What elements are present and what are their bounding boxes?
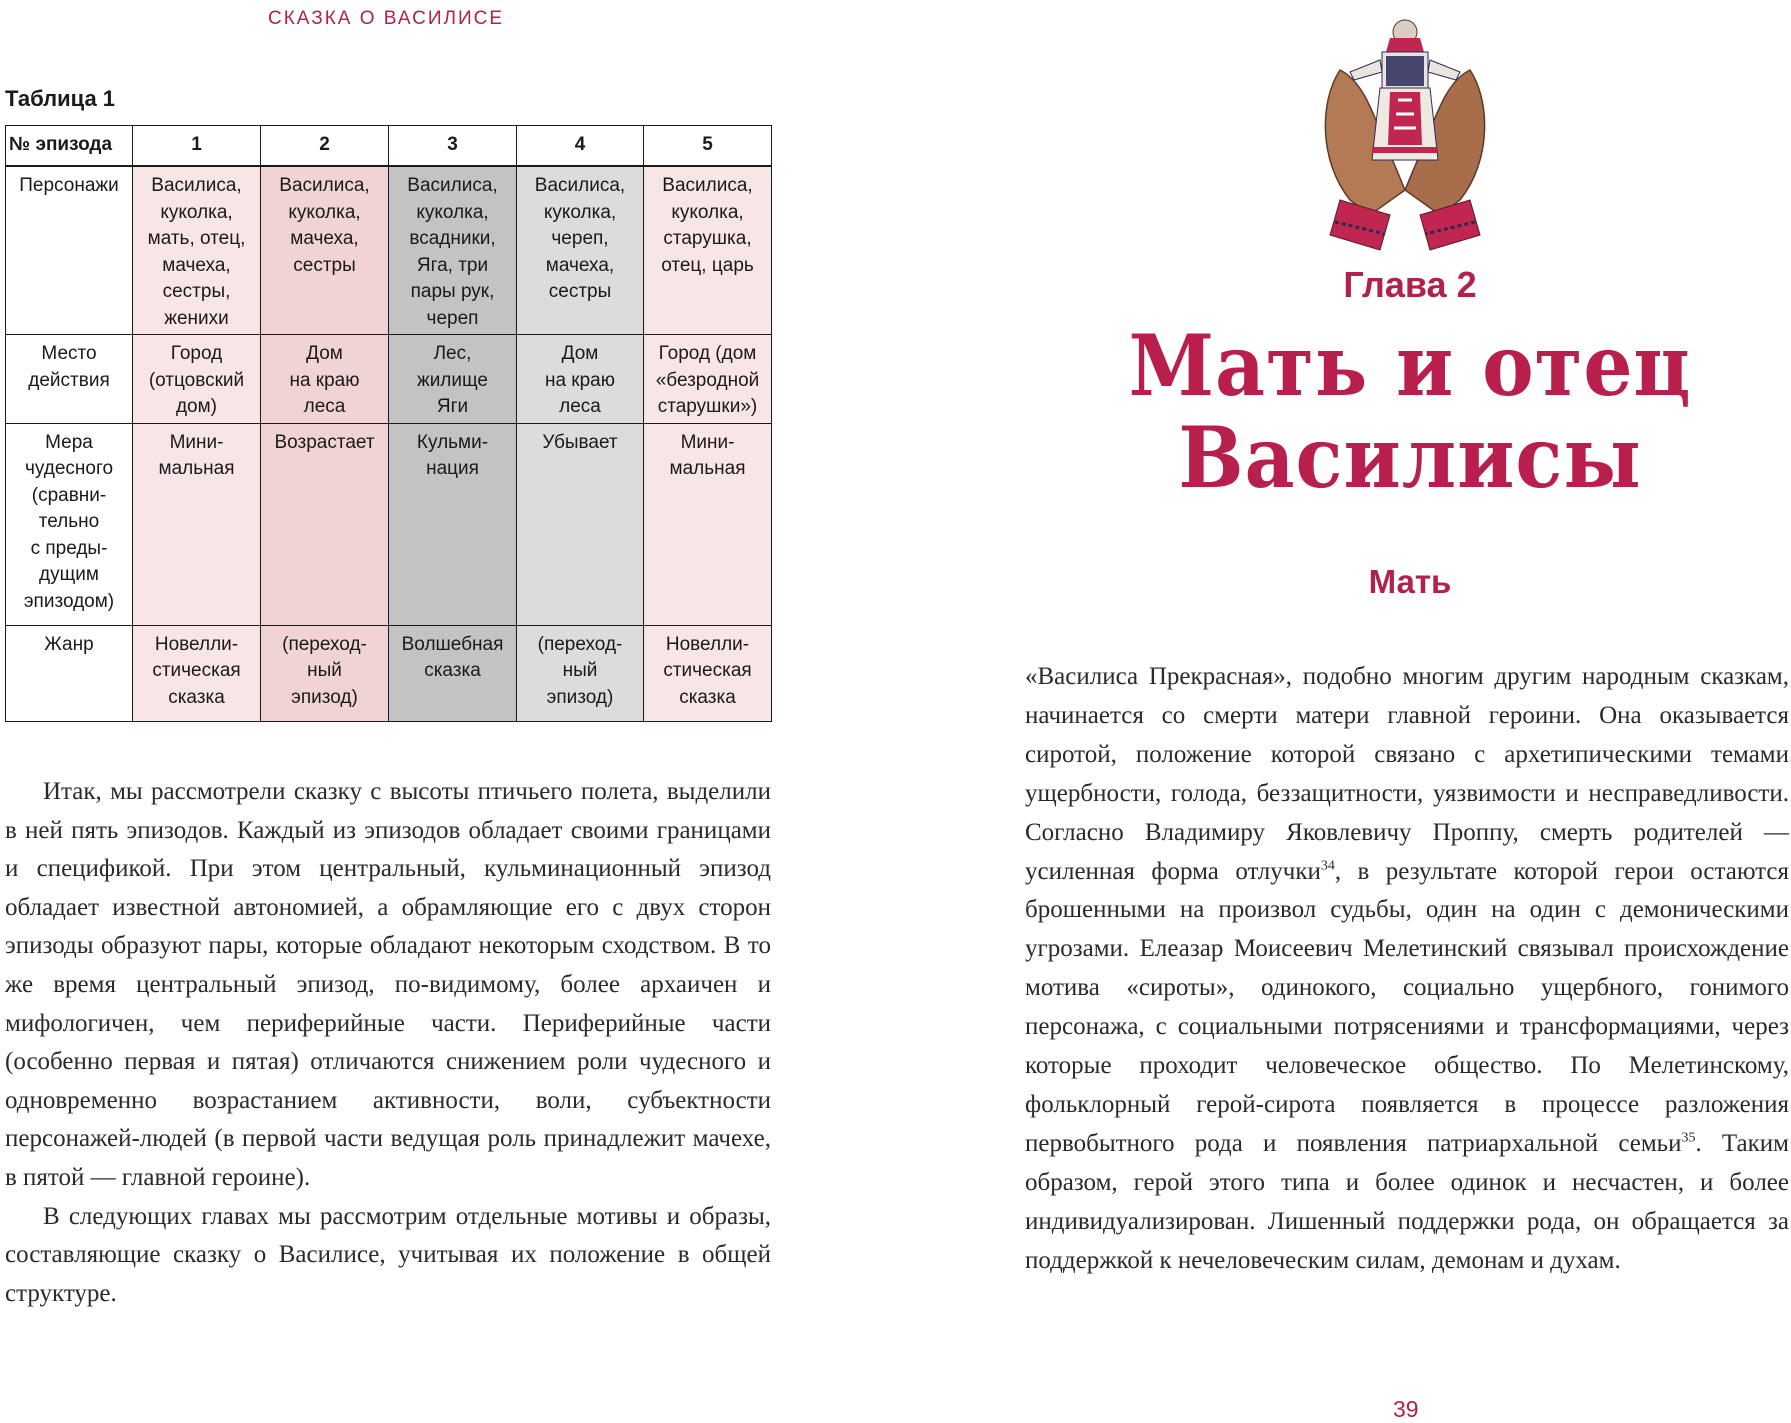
paragraph-text: . Таким образом, герой этого типа и более одинок и несчастен, и более индивидуализирован. Лишенный поддержки рода, он обращается за поддержкой к нечеловеческим силам, демонам и духам. xyxy=(1025,1129,1790,1274)
table-cell: Новелли- стическая сказка xyxy=(644,625,772,721)
table-cell: Дом на краю леса xyxy=(261,335,389,424)
table-cell: Лес, жилище Яги xyxy=(389,335,517,424)
table-cell: Волшебная сказка xyxy=(389,625,517,721)
table-row-place xyxy=(6,335,772,424)
header-episode-4: 4 xyxy=(517,126,644,167)
header-episode-2: 2 xyxy=(261,126,389,167)
left-body-text xyxy=(5,773,771,1313)
chapter-title-line-1: Мать и отец xyxy=(1128,316,1692,415)
table-cell: Дом на краю леса xyxy=(517,335,644,424)
paragraph: Итак, мы рассмотрели сказку с высоты птичьего полета, выделили в ней пять эпизодов. Каждый из эпизодов обладает своими границами и спецификой. При этом центральный, кульминационный эпизод обладает известной автономией, а обрамляющие его с двух сторон эпизоды образуют пары, которые обладают некоторым сходством. В то же время центральный эпизод, по-видимому, более архаичен и мифологичен, чем периферийные части. Периферийные части (особенно первая и пятая) отличаются снижением роли чудесного и одновременно возрастанием активности, воли, субъектности персонажей-людей (в первой части ведущая роль принадлежит мачехе, в пятой — главной героине). xyxy=(5,778,771,1191)
header-episode-3: 3 xyxy=(389,126,517,167)
table-caption: Таблица 1 xyxy=(5,86,116,111)
table-cell: Мини- мальная xyxy=(644,423,772,625)
chapter-title-line-2: Василисы xyxy=(1178,408,1642,507)
table-row-miraculous xyxy=(6,423,772,625)
row-label: Мера чудесного (сравни- тельно с преды- дущим эпизодом) xyxy=(6,423,133,625)
table-cell: Василиса, куколка, старушка, отец, царь xyxy=(644,166,772,335)
section-heading: Мать xyxy=(1368,563,1452,600)
paragraph xyxy=(1025,658,1789,1281)
row-label: Жанр xyxy=(6,625,133,721)
table-cell: Василиса, куколка, мать, отец, мачеха, сестры, женихи xyxy=(133,166,261,335)
chapter-label: Глава 2 xyxy=(1343,264,1477,305)
header-episode-1: 1 xyxy=(133,126,261,167)
chapter-title xyxy=(1088,316,1732,507)
header-episode-5: 5 xyxy=(644,126,772,167)
right-body-text xyxy=(1025,658,1789,1281)
paragraph-text: , в результате которой герои остаются брошенными на произвол судьбы, один на один с демоническими угрозами. Елеазар Моисеевич Мелетинский связывал происхождение мотива «сироты», одинокого, социально ущербного, гонимого персонажа, с социальными потрясениями и трансформациями, через которые проходит человеческое общество. По Мелетинскому, фольклорный герой-сирота появляется в процессе разложения первобытного рода и появления патриархальной семьи xyxy=(1025,857,1789,1157)
table-cell: Убывает xyxy=(517,423,644,625)
table-cell: Возрастает xyxy=(261,423,389,625)
table-cell: Василиса, куколка, мачеха, сестры xyxy=(261,166,389,335)
table-cell: Василиса, куколка, всадники, Яга, три пары рук, череп xyxy=(389,166,517,335)
table-cell: Василиса, куколка, череп, мачеха, сестры xyxy=(517,166,644,335)
paragraph: В следующих главах мы рассмотрим отдельные мотивы и образы, составляющие сказку о Василисе, учитывая их положение в общей структуре. xyxy=(5,1202,771,1307)
table-cell: Мини- мальная xyxy=(133,423,261,625)
table-row-characters xyxy=(6,166,772,335)
table-header-row xyxy=(6,126,772,167)
footnote-ref[interactable]: 34 xyxy=(1320,858,1335,874)
header-episode-number: № эпизода xyxy=(6,126,133,167)
table-cell: Кульми- нация xyxy=(389,423,517,625)
table-cell: Город (отцовский дом) xyxy=(133,335,261,424)
paragraph-text: «Василиса Прекрасная», подобно многим другим народным сказкам, начинается со смерти матери главной героини. Она оказывается сиротой, положение которой связано с архетипическими темами ущербности, голода, беззащитности, уязвимости и несправедливости. Согласно Владимиру Яковлевичу Проппу, смерть родителей — усиленная форма отлучки xyxy=(1025,663,1789,885)
table-cell: Новелли- стическая сказка xyxy=(133,625,261,721)
page-number: 39 xyxy=(1393,1396,1419,1422)
table-cell: (переход- ный эпизод) xyxy=(261,625,389,721)
table-cell: Город (дом «безродной старушки») xyxy=(644,335,772,424)
table-row-genre xyxy=(6,625,772,721)
row-label: Место действия xyxy=(6,335,133,424)
row-label: Персонажи xyxy=(6,166,133,335)
footnote-ref[interactable]: 35 xyxy=(1681,1130,1696,1146)
hands-holding-doll-illustration xyxy=(1310,10,1500,258)
episodes-table xyxy=(5,125,772,722)
table-cell: (переход- ный эпизод) xyxy=(517,625,644,721)
running-head: СКАЗКА О ВАСИЛИСЕ xyxy=(268,8,504,29)
